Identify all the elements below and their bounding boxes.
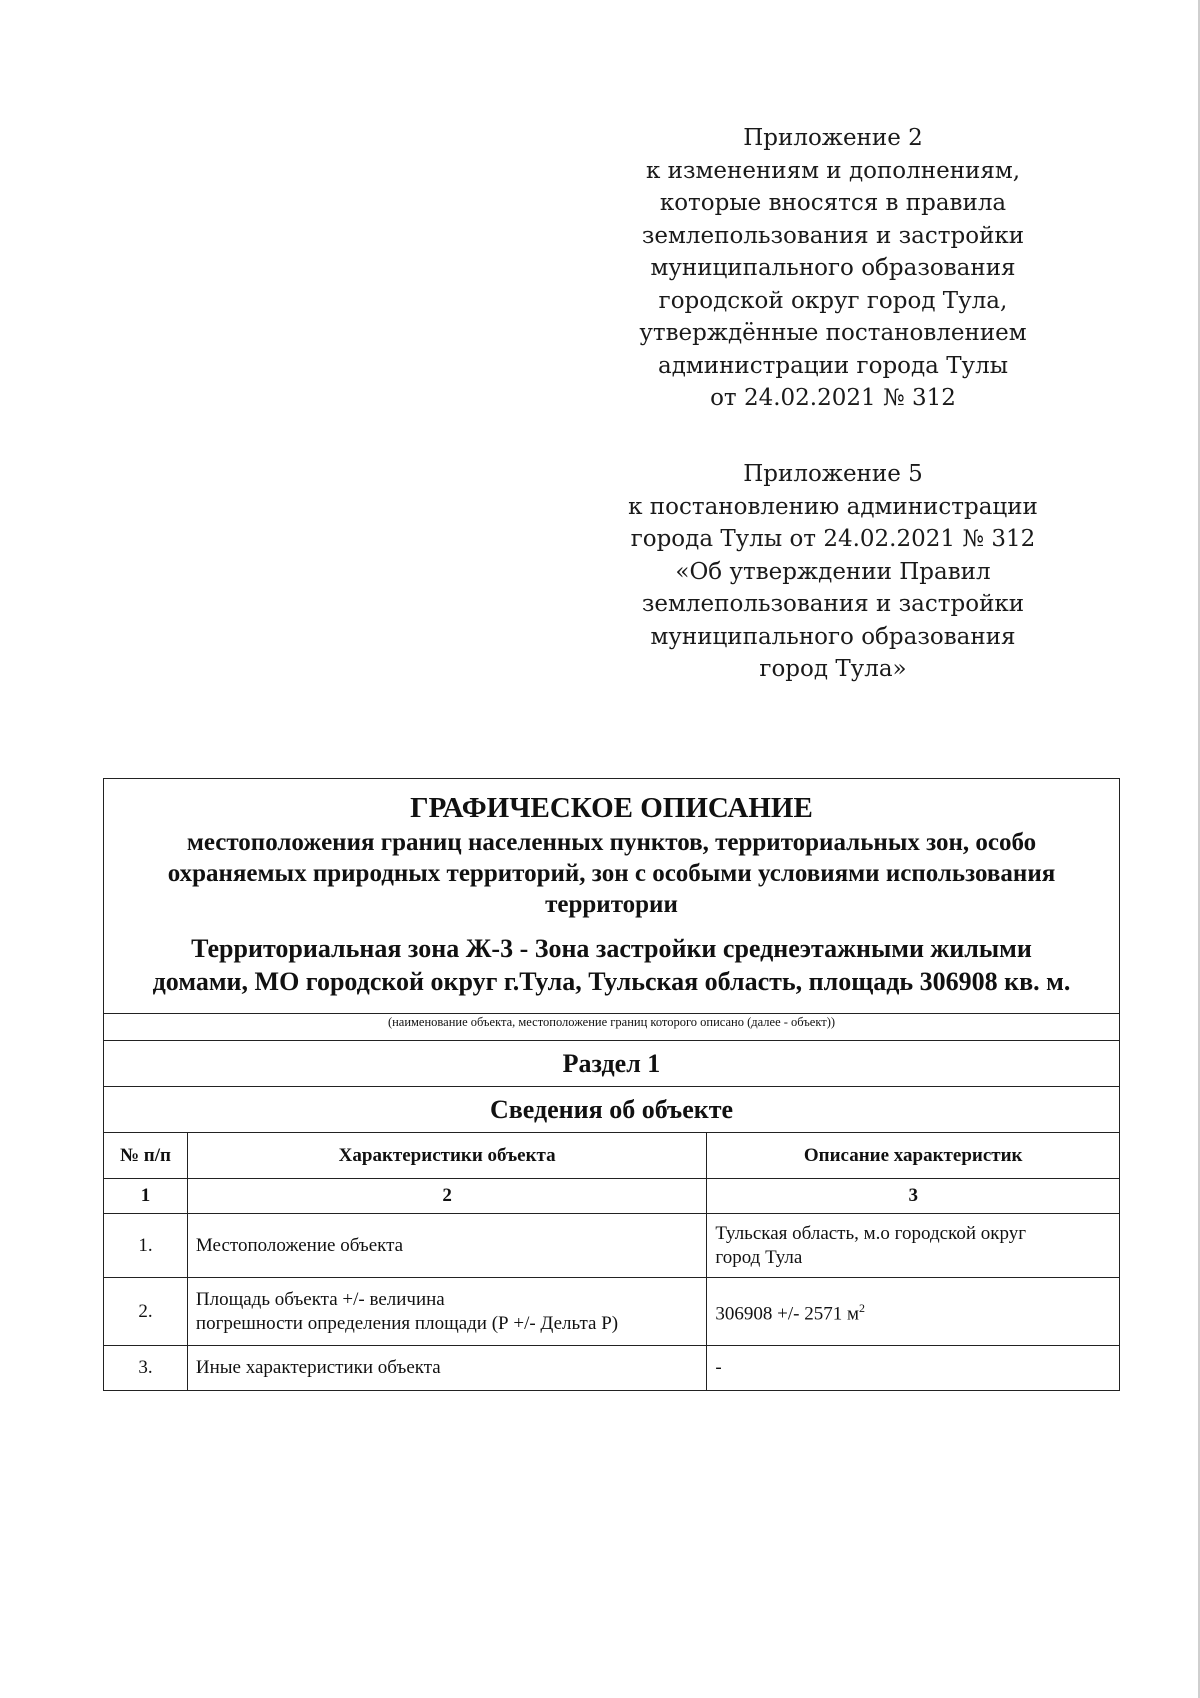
caption-row (104, 1014, 1120, 1041)
appendix-5-line: муниципального образования (650, 623, 1016, 650)
table-row (104, 1214, 1120, 1278)
appendix-2-line: администрации города Тулы (658, 352, 1008, 379)
characteristic-line: Площадь объекта +/- величина (195, 1288, 445, 1310)
object-caption: (наименование объекта, местоположение границ которого описано (далее - объект)) (104, 1014, 1120, 1041)
section-row (104, 1041, 1120, 1087)
title-block (104, 779, 1120, 1014)
value-line: город Тула (715, 1246, 803, 1268)
column-header: № п/п (104, 1133, 188, 1179)
zone-line: Территориальная зона Ж-3 - Зона застройки среднеэтажными жилыми (191, 934, 1032, 963)
value-line: - (715, 1357, 722, 1378)
column-number: 1 (104, 1179, 188, 1214)
row-value (707, 1278, 1120, 1346)
subtitle-line: территории (545, 891, 678, 918)
column-header: Характеристики объекта (187, 1133, 706, 1179)
appendix-2-line: Приложение 2 (743, 125, 923, 151)
column-header: Описание характеристик (707, 1133, 1120, 1179)
subtitle-line: местоположения границ населенных пунктов, территориальных зон, особо (186, 829, 1037, 856)
row-value (707, 1346, 1120, 1391)
appendix-5-header (553, 458, 1113, 686)
appendix-5-line: город Тула» (759, 656, 907, 682)
area-value: 306908 +/- 2571 м (715, 1303, 859, 1325)
characteristic-line: Местоположение объекта (195, 1234, 404, 1256)
characteristic-line: Иные характеристики объекта (195, 1357, 441, 1378)
column-number: 2 (187, 1179, 706, 1214)
column-header-row (104, 1133, 1120, 1179)
section-title-row (104, 1087, 1120, 1133)
row-number: 2. (104, 1278, 188, 1346)
column-number-row (104, 1179, 1120, 1214)
table-row (104, 1346, 1120, 1391)
row-value (707, 1214, 1120, 1278)
value-line: Тульская область, м.о городской округ (715, 1222, 1027, 1244)
row-number: 1. (104, 1214, 188, 1278)
area-unit-superscript: 2 (858, 1301, 865, 1316)
appendix-2-line: к изменениям и дополнениям, (645, 157, 1021, 184)
document-title: ГРАФИЧЕСКОЕ ОПИСАНИЕ (410, 792, 813, 824)
appendix-2-line: землепользования и застройки (641, 222, 1025, 249)
row-characteristic (187, 1214, 706, 1278)
characteristic-line: погрешности определения площади (Р +/- Дельта Р) (195, 1312, 619, 1334)
section-title: Сведения об объекте (104, 1087, 1120, 1133)
document-subtitle (104, 827, 1119, 920)
zone-name (104, 932, 1119, 998)
table-row (104, 1278, 1120, 1346)
title-row (104, 779, 1120, 1014)
zone-line: домами, МО городской округ г.Тула, Тульская область, площадь 306908 кв. м. (152, 967, 1071, 996)
appendix-5-line: к постановлению администрации (628, 493, 1038, 520)
graphic-description-table (103, 778, 1120, 1391)
column-number: 3 (707, 1179, 1120, 1214)
appendix-5-line: землепользования и застройки (641, 591, 1025, 617)
appendix-2-line: от 24.02.2021 № 312 (710, 385, 956, 411)
appendix-5-line: Приложение 5 (743, 461, 923, 487)
appendix-2-header (553, 122, 1113, 415)
row-characteristic (187, 1278, 706, 1346)
row-characteristic (187, 1346, 706, 1391)
appendix-5-line: «Об утверждении Правил (675, 558, 991, 585)
section-heading: Раздел 1 (104, 1041, 1120, 1087)
subtitle-line: охраняемых природных территорий, зон с особыми условиями использования (167, 860, 1056, 887)
row-number: 3. (104, 1346, 188, 1391)
appendix-2-line: утверждённые постановлением (639, 320, 1027, 346)
appendix-5-line: города Тулы от 24.02.2021 № 312 (630, 526, 1036, 552)
appendix-2-line: муниципального образования (650, 255, 1016, 281)
appendix-2-line: городской округ город Тула, (658, 287, 1008, 314)
appendix-2-line: которые вносятся в правила (659, 190, 1007, 216)
